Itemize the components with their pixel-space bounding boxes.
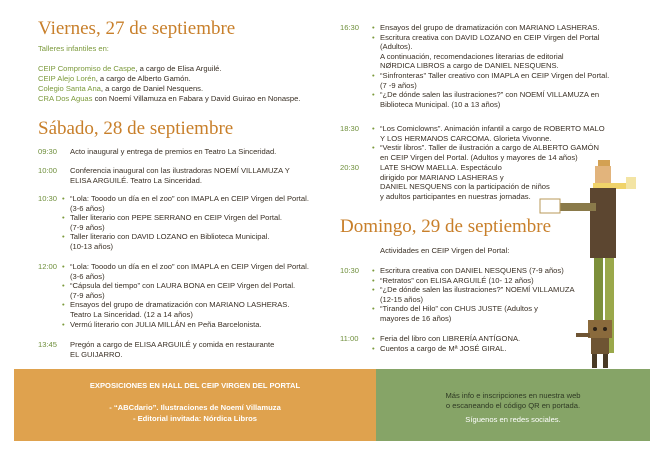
sunday-intro: Actividades en CEIP Virgen del Portal: — [380, 246, 510, 255]
small-leg-shape — [603, 354, 608, 368]
schedule-entry: • “Lola: Tooodo un día en el zoo” con IMAPLA en CEIP Virgen del Portal. (3-6 años) • Taller literario con PEPE SERRANO en CEIP Virgen del Portal. (7-9 años) • Taller literario con DAVID LOZANO en Biblioteca Municipal. (10-13 años) — [62, 194, 362, 252]
schedule-entry: • Escritura creativa con DANIEL NESQUENS (7-9 años) • “Retratos” con ELISA ARGUILÉ (10- 12 años) • “¿De dónde salen las ilustraciones?” NOEMÍ VILLAMUZA (12-15 años) • “Tirando del Hilo” con CHUS JUSTE (Adultos y mayores de 16 años) — [372, 266, 592, 324]
exhibitions-title: EXPOSICIONES EN HALL DEL CEIP VIRGEN DEL PORTAL — [89, 381, 301, 390]
list-item: • “¿De dónde salen las ilustraciones?” NOEMÍ VILLAMUZA — [372, 285, 592, 295]
small-head-shape — [588, 320, 612, 338]
friday-item: CRA Dos Aguas con Noemí Villamuza en Fabara y David Guirao en Nonaspe. — [38, 94, 301, 103]
small-arm-shape — [576, 333, 590, 337]
list-item: • “Retratos” con ELISA ARGUILÉ (10- 12 años) — [372, 276, 592, 286]
small-body-shape — [591, 338, 609, 354]
hat-shape — [598, 160, 610, 166]
friday-item: CEIP Compromiso de Caspe, a cargo de Elisa Arguilé. — [38, 64, 222, 73]
schedule-entry: • “Los Comiclowns”. Animación infantil a cargo de ROBERTO MALO Y LOS HERMANOS CARCOMA. Glorieta Vivonne. • “Vestir libros”. Taller de ilustración a cargo de ALBERTO GAMÓN en CEIP Virgen del Portal. (Adultos y mayores de 14 años) — [372, 124, 642, 162]
list-item: • Vermú literario con JULIA MILLÁN en Peña Barcelonista. — [62, 320, 362, 330]
list-item: • Cuentos a cargo de Mª JOSÉ GIRAL. — [372, 344, 572, 354]
friday-list — [38, 64, 338, 104]
saturday-heading: Sábado, 28 de septiembre — [38, 118, 234, 139]
info-line: Más info e inscripciones en nuestra web — [445, 391, 581, 400]
eye-shape — [593, 327, 597, 331]
time-label: 09:30 — [38, 147, 58, 156]
list-item: • “Cápsula del tiempo” con LAURA BONA en CEIP Virgen del Portal. — [62, 281, 362, 291]
time-label: 10:00 — [38, 166, 58, 175]
small-leg-shape — [592, 354, 597, 368]
schedule-entry: • Ensayos del grupo de dramatización con MARIANO LASHERAS. • Escritura creativa con DAVID LOZANO en CEIP Virgen del Portal (Adultos). A continuación, recomendaciones literarias de editorial NØRDICA LIBROS a cargo de DANIEL NESQUENS. • “Sinfronteras” Taller creativo con IMAPLA en CEIP Virgen del Portal. (7 -9 años) • “¿De dónde salen las ilustraciones?” con NOEMÍ VILLAMUZA en Biblioteca Municipal. (10 a 13 años) — [372, 23, 642, 109]
arm-shape — [558, 203, 596, 211]
info-line: o escaneando el código QR en portada. — [445, 401, 581, 410]
hand-shape — [626, 177, 636, 189]
list-item: • “Los Comiclowns”. Animación infantil a cargo de ROBERTO MALO — [372, 124, 642, 134]
book-shape — [540, 199, 560, 213]
schedule-entry: Pregón a cargo de ELISA ARGUILÉ y comida en restaurante EL GUIJARRO. — [70, 340, 275, 359]
list-item: • “Lola: Tooodo un día en el zoo” con IMAPLA en CEIP Virgen del Portal. — [62, 194, 362, 204]
social-line: Síguenos en redes sociales. — [465, 415, 561, 424]
exhibition-item: - “ABCdario”. Ilustraciones de Noemí Villamuza — [109, 403, 281, 412]
body-shape — [590, 188, 616, 258]
schedule-entry: LATE SHOW MAELLA. Espectáculo dirigido por MARIANO LASHERAS y DANIEL NESQUENS con la participación de niños y adultos participantes en nuestras jornadas. — [380, 163, 550, 201]
exhibition-item: - Editorial invitada: Nórdica Libros — [132, 414, 258, 423]
schedule-entry: Acto inaugural y entrega de premios en Teatro La Sinceridad. — [70, 147, 277, 156]
time-label: 12:00 — [38, 262, 58, 271]
list-item: • “Tirando del Hilo” con CHUS JUSTE (Adultos y — [372, 304, 592, 314]
time-label: 18:30 — [340, 124, 360, 133]
eye-shape — [603, 327, 607, 331]
info-banner — [376, 369, 650, 441]
schedule-entry: Conferencia inaugural con las ilustradoras NOEMÍ VILLAMUZA Y ELISA ARGUILÉ. Teatro La Sinceridad. — [70, 166, 290, 185]
time-label: 13:45 — [38, 340, 58, 349]
friday-heading: Viernes, 27 de septiembre — [38, 18, 236, 39]
list-item: • Ensayos del grupo de dramatización con MARIANO LASHERAS. — [372, 23, 642, 33]
list-item: • “Vestir libros”. Taller de ilustración a cargo de ALBERTO GAMÓN — [372, 143, 642, 153]
time-label: 10:30 — [38, 194, 58, 203]
list-item: • Feria del libro con LIBRERÍA ANTÍGONA. — [372, 334, 572, 344]
friday-subtitle: Talleres infantiles en: — [38, 44, 109, 53]
list-item: • Escritura creativa con DAVID LOZANO en CEIP Virgen del Portal — [372, 33, 642, 43]
list-item: • Taller literario con DAVID LOZANO en Biblioteca Municipal. — [62, 232, 362, 242]
illustration-figures — [538, 155, 656, 369]
sunday-heading: Domingo, 29 de septiembre — [340, 216, 552, 237]
list-item: • “Sinfronteras” Taller creativo con IMAPLA en CEIP Virgen del Portal. — [372, 71, 642, 81]
exhibitions-banner — [14, 369, 376, 441]
list-item: • “¿De dónde salen las ilustraciones?” con NOEMÍ VILLAMUZA en — [372, 90, 642, 100]
time-label: 16:30 — [340, 23, 360, 32]
list-item: • Ensayos del grupo de dramatización con MARIANO LASHERAS. — [62, 300, 362, 310]
list-item: • “Lola: Tooodo un día en el zoo” con IMAPLA en CEIP Virgen del Portal. — [62, 262, 362, 272]
list-item: • Taller literario con PEPE SERRANO en CEIP Virgen del Portal. — [62, 213, 362, 223]
friday-item: CEIP Alejo Lorén, a cargo de Alberto Gamón. — [38, 74, 191, 83]
friday-item: Colegio Santa Ana, a cargo de Daniel Nesquens. — [38, 84, 204, 93]
schedule-entry: • “Lola: Tooodo un día en el zoo” con IMAPLA en CEIP Virgen del Portal. (3-6 años) • “Cápsula del tiempo” con LAURA BONA en CEIP Virgen del Portal. (7-9 años) • Ensayos del grupo de dramatización con MARIANO LASHERAS. Teatro La Sinceridad. (12 a 14 años) • Vermú literario con JULIA MILLÁN en Peña Barcelonista. — [62, 262, 362, 329]
time-label: 11:00 — [340, 334, 359, 343]
list-item: • Escritura creativa con DANIEL NESQUENS (7-9 años) — [372, 266, 592, 276]
time-label: 10:30 — [340, 266, 360, 275]
time-label: 20:30 — [340, 163, 360, 172]
